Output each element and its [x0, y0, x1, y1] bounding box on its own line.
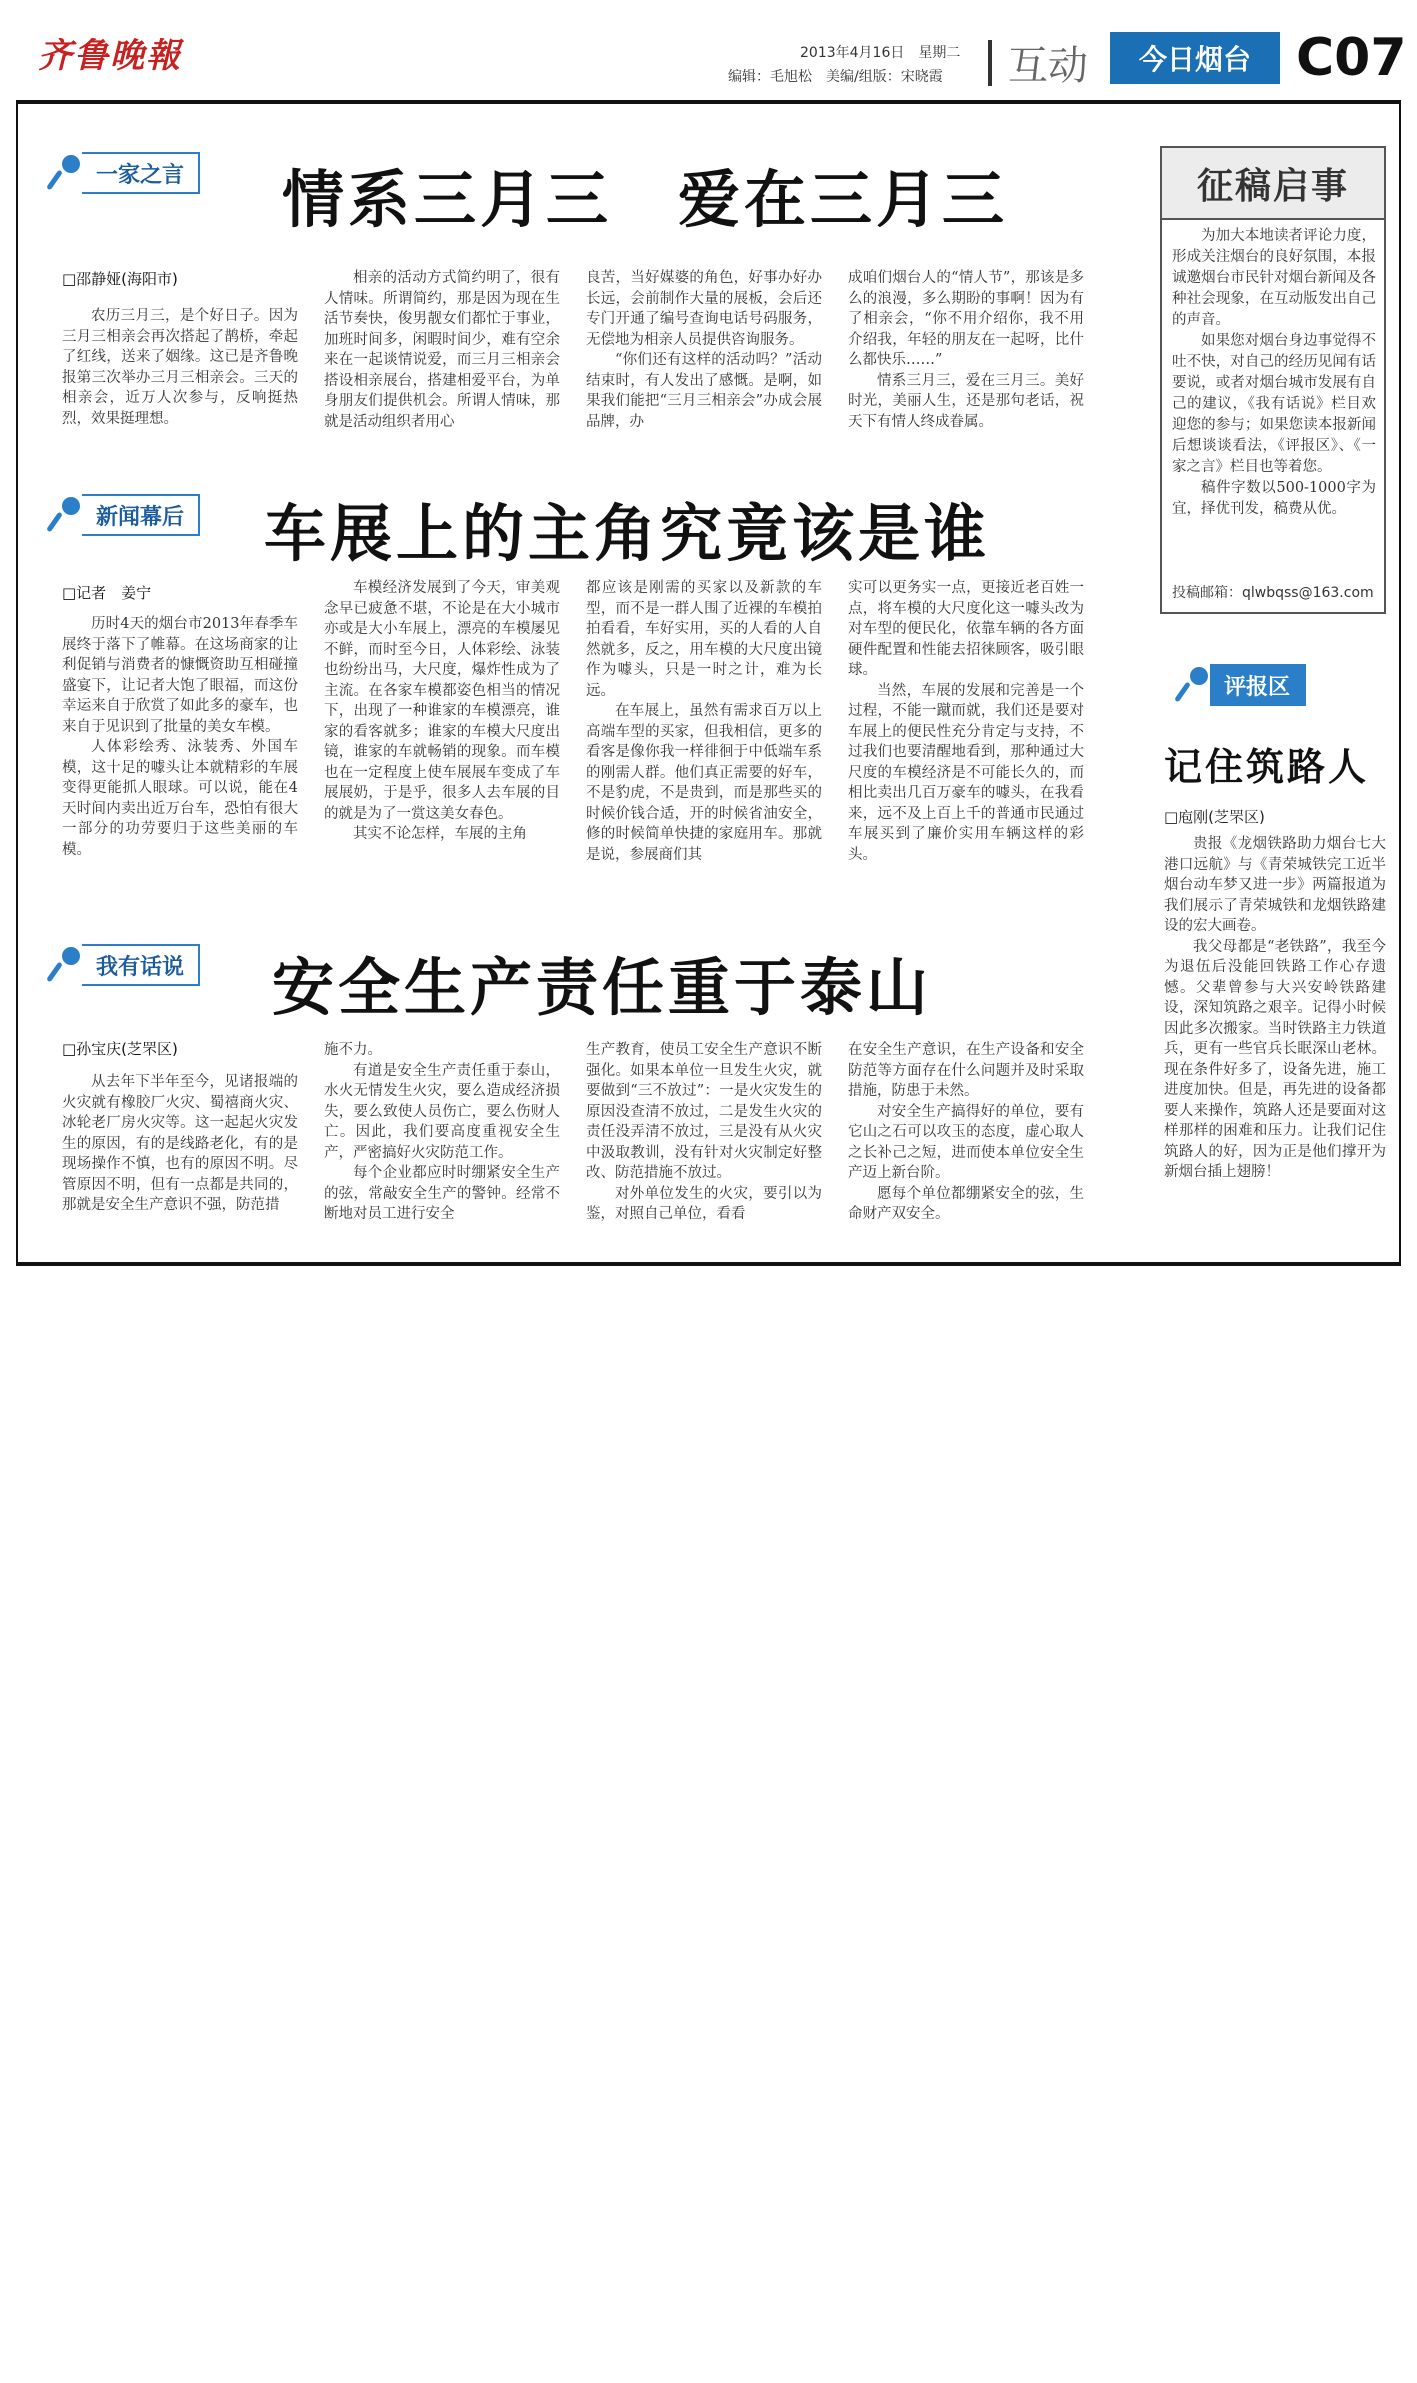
paragraph: 在车展上，虽然有需求百万以上高端车型的买家，但我相信，更多的看客是像你我一样徘徊于中低端车系的刚需人群。他们真正需要的好车，不是豹虎，不是贵到，而是那些买的时候价钱合适，开的时候省油安全，修的时候简单快捷的家庭用车。那就是说，参展商们其: [586, 703, 822, 863]
section-tab: 今日烟台: [1110, 32, 1280, 84]
paragraph: 都应该是刚需的买家以及新款的车型，而不是一群人围了近裸的车模拍拍看看，车好实用，买的人看的人自然就多，反之，用车模的大尺度出镜作为噱头，只是一时之计，难为长远。: [586, 580, 822, 699]
column-tag-yijiazhiyan: [48, 152, 200, 194]
column-tag-woyouhuashuo: [48, 944, 200, 986]
paragraph: 我父母都是“老铁路”，我至今为退伍后没能回铁路工作心存遗憾。父辈曾参与大兴安岭铁路建设，深知筑路之艰辛。记得小时候因此多次搬家。当时铁路主力铁道兵，更有一些官兵长眠深山老林。现在条件好多了，设备先进，施工进度加快。但是，再先进的设备都要人来操作，筑路人还是要面对这样那样的困难和压力。让我们记住筑路人的好，因为正是他们撑开为新烟台插上翅膀！: [1164, 938, 1386, 1180]
paragraph: 在安全生产意识，在生产设备和安全防范等方面存在什么问题并及时采取措施，防患于未然。: [848, 1042, 1084, 1099]
submission-notice-body: [1172, 226, 1376, 520]
article-column: [848, 268, 1084, 468]
column-tag-label: 新闻幕后: [82, 494, 200, 536]
paragraph: 当然，车展的发展和完善是一个过程，不能一蹴而就，我们还是要对车展上的便民性充分肯定与支持，不过我们也要清醒地看到，那种通过大尺度的车模经济是不可能长久的，而相比卖出几百万豪车的噱头，在我看来，远不及上百上千的普通市民通过车展买到了廉价实用车辆这样的彩头。: [848, 682, 1084, 863]
issue-date: 2013年4月16日 星期二: [800, 45, 961, 61]
article-column: [848, 578, 1084, 896]
article-column: [324, 268, 560, 468]
column-tag-label: 评报区: [1210, 664, 1306, 706]
microphone-icon: [48, 495, 82, 535]
article-column: [62, 1072, 298, 1252]
microphone-icon: [48, 945, 82, 985]
section-name: 互动: [1008, 43, 1088, 89]
article-column: [324, 1040, 560, 1252]
page-number: C07: [1296, 28, 1407, 88]
paragraph: 成咱们烟台人的“情人节”，那该是多么的浪漫，多么期盼的事啊！因为有了相亲会，“你不用介绍你，我不用介绍我，年轻的朋友在一起呀，比什么都快乐……”: [848, 270, 1084, 368]
microphone-icon: [1176, 665, 1210, 705]
paragraph: 如果您对烟台身边事觉得不吐不快，对自己的经历见闻有话要说，或者对烟台城市发展有自己的建议，《我有话说》栏目欢迎您的参与；如果您读本报新闻后想谈谈看法，《评报区》、《一家之言》栏目也等着您。: [1172, 333, 1376, 475]
paragraph: 情系三月三，爱在三月三。美好时光，美丽人生，还是那句老话，祝天下有情人终成眷属。: [848, 372, 1084, 430]
paragraph: “你们还有这样的活动吗？”活动结束时，有人发出了感慨。是啊，如果我们能把“三月三相亲会”办成会展品牌，办: [586, 352, 822, 430]
paragraph: 对安全生产搞得好的单位，要有它山之石可以攻玉的态度，虚心取人之长补己之短，进而使本单位安全生产迈上新台阶。: [848, 1103, 1084, 1181]
submission-email: 投稿邮箱：qlwbqss@163.com: [1172, 585, 1374, 601]
review-body: [1164, 834, 1401, 1254]
bottom-rule: [16, 1262, 1401, 1266]
article-headline: 车展上的主角究竟该是谁: [264, 497, 991, 570]
article-headline: 情系三月三 爱在三月三: [282, 163, 1009, 236]
microphone-icon: [48, 153, 82, 193]
article-column: [324, 578, 560, 896]
paragraph: 历时4天的烟台市2013年春季车展终于落下了帷幕。在这场商家的让利促销与消费者的慷慨资助互相碰撞盛宴下，让记者大饱了眼福，而这份幸运来自于欣赏了如此多的豪车，也来自于见识到了批量的美女车模。: [62, 616, 298, 735]
paragraph: 稿件字数以500-1000字为宜，择优刊发，稿费从优。: [1172, 480, 1376, 517]
article-column: [848, 1040, 1084, 1252]
paragraph: 对外单位发生的火灾，要引以为鉴，对照自己单位，看看: [586, 1185, 822, 1222]
submission-notice-title: 征稿启事: [1162, 148, 1384, 220]
article-column: [62, 306, 298, 466]
paragraph: 从去年下半年至今，见诸报端的火灾就有橡胶厂火灾、蜀禧商火灾、冰轮老厂房火灾等。这一起起火灾发生的原因，有的是线路老化，有的是现场操作不慎，也有的原因不明。尽管原因不明，但有一点都是共同的，那就是安全生产意识不强，防范措: [62, 1074, 298, 1213]
article-column: [62, 614, 298, 894]
paragraph: 实可以更务实一点，更接近老百姓一点，将车模的大尺度化这一噱头改为对车型的便民化，依靠车辆的各方面硬件配置和性能去招徕顾客，吸引眼球。: [848, 580, 1084, 678]
paragraph: 车模经济发展到了今天，审美观念早已疲惫不堪，不论是在大小城市亦或是大小车展上，漂亮的车模屡见不鲜，而时至今日，人体彩绘、泳装也纷纷出马，大尺度，爆炸性成为了主流。在各家车模都姿色相当的情况下，出现了一种谁家的车模漂亮，谁家的看客就多；谁家的车模大尺度出镜，谁家的车就畅销的现象。而车模也在一定程度上使车展展车变成了车展展奶，于是乎，很多人去车展的目的就是为了一赏这美女春色。: [324, 580, 560, 822]
editor-credits: 编辑：毛旭松 美编/组版：宋晓霞: [728, 69, 943, 85]
paragraph: 相亲的活动方式简约明了，很有人情味。所谓简约，那是因为现在生活节奏快，俊男靓女们都忙于事业，加班时间多，闲暇时间少，难有空余来在一起谈情说爱，而三月三相亲会搭设相亲展台，搭建相爱平台，为单身朋友们提供机会。所谓人情味，那就是活动组织者用心: [324, 270, 560, 430]
paragraph: 生产教育，使员工安全生产意识不断强化。如果本单位一旦发生火灾，就要做到“三不放过”：一是火灾发生的原因没查清不放过，二是发生火灾的责任没弄清不放过，三是没有从火灾中汲取教训，没有针对火灾制定好整改、防范措施不放过。: [586, 1042, 822, 1181]
paragraph: 农历三月三，是个好日子。因为三月三相亲会再次搭起了鹊桥，牵起了红线，送来了姻缘。这已是齐鲁晚报第三次举办三月三相亲会。三天的相亲会，近万人次参与，反响挺热烈，效果挺理想。: [62, 308, 298, 427]
article-headline: 安全生产责任重于泰山: [272, 951, 933, 1024]
paragraph: 良苦，当好媒婆的角色，好事办好办长远，会前制作大量的展板，会后还专门开通了编号查询电话号码服务，无偿地为相亲人员提供咨询服务。: [586, 270, 822, 348]
column-tag-label: 一家之言: [82, 152, 200, 194]
column-tag-label: 我有话说: [82, 944, 200, 986]
paragraph: 其实不论怎样，车展的主角: [353, 826, 527, 842]
column-tag-xinwenmuhou: [48, 494, 200, 536]
paragraph: 为加大本地读者评论力度，形成关注烟台的良好氛围，本报诚邀烟台市民针对烟台新闻及各种社会现象，在互动版发出自己的声音。: [1172, 228, 1376, 328]
column-tag-pingbaoqu: [1176, 664, 1306, 706]
article-column: [586, 578, 822, 896]
review-byline: □庖刚(芝罘区): [1164, 808, 1265, 826]
article-byline: □记者 姜宁: [62, 584, 152, 602]
paragraph: 愿每个单位都绷紧安全的弦，生命财产双安全。: [848, 1185, 1084, 1222]
review-headline: 记住筑路人: [1164, 744, 1370, 789]
paragraph: 人体彩绘秀、泳装秀、外国车模，这十足的噱头让本就精彩的车展变得更能抓人眼球。可以说，能在4天时间内卖出近万台车，恐怕有很大一部分的功劳要归于这些美丽的车模。: [62, 739, 298, 858]
article-byline: □邵静娅(海阳市): [62, 270, 178, 288]
paragraph: 贵报《龙烟铁路助力烟台七大港口远航》与《青荣城铁完工近半 烟台动车梦又进一步》两篇报道为我们展示了青荣城铁和龙烟铁路建设的宏大画卷。: [1164, 836, 1401, 934]
paragraph: 施不力。: [324, 1042, 382, 1058]
article-column: [586, 268, 822, 468]
article-column: [586, 1040, 822, 1252]
paragraph: 有道是安全生产责任重于泰山，水火无情发生火灾，要么造成经济损失，要么致使人员伤亡，要么伤财人亡。因此，我们要高度重视安全生产，严密搞好火灾防范工作。: [324, 1062, 560, 1161]
header-divider: [988, 40, 992, 86]
paragraph: 每个企业都应时时绷紧安全生产的弦，常敲安全生产的警钟。经常不断地对员工进行安全: [324, 1165, 560, 1222]
newspaper-logo: 齐鲁晚報: [38, 36, 182, 76]
article-byline: □孙宝庆(芝罘区): [62, 1040, 178, 1058]
